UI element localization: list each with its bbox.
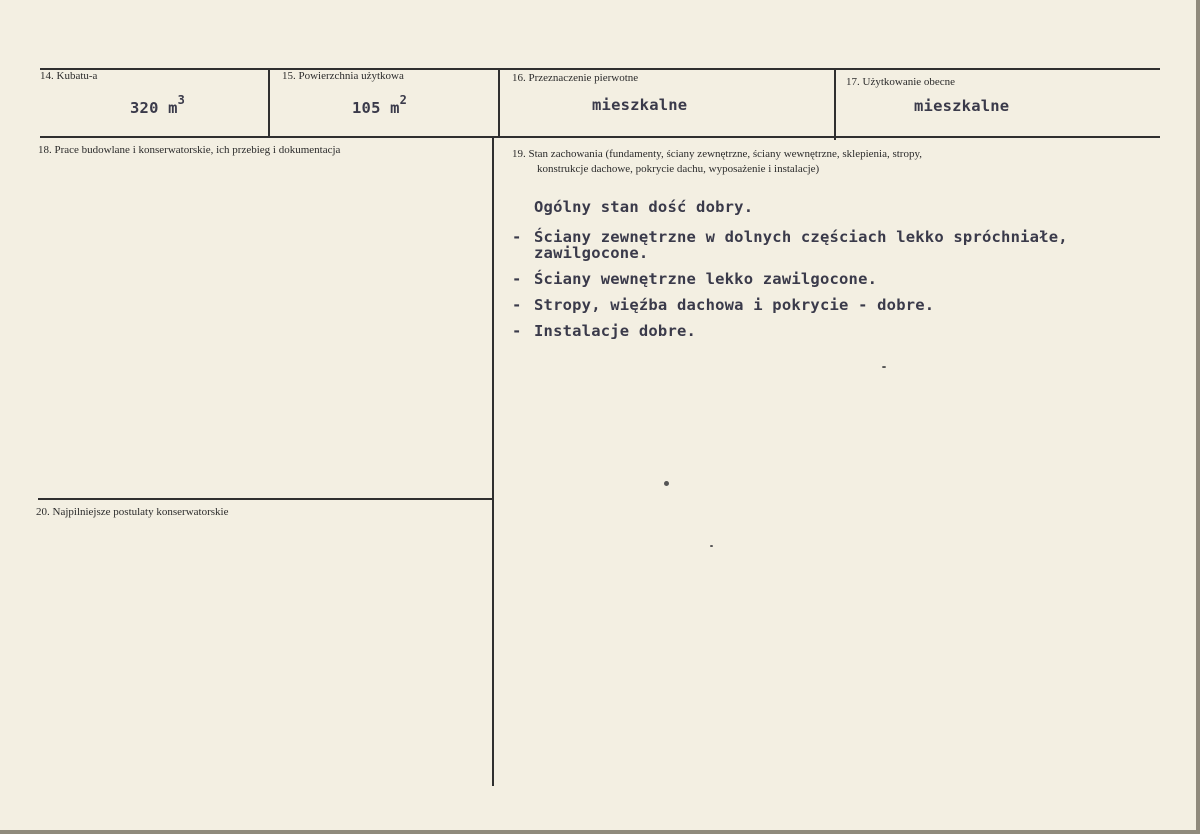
field-17-value: mieszkalne: [914, 97, 1010, 115]
main-column-divider: [492, 136, 494, 786]
condition-item-dash: -: [512, 296, 522, 314]
ink-speck: [664, 481, 669, 486]
field-16-value: mieszkalne: [592, 96, 688, 114]
field-15-value: [352, 94, 407, 117]
ink-speck: [882, 366, 886, 368]
condition-item-dash: -: [512, 270, 522, 288]
condition-item: [512, 271, 1152, 287]
field-14-value: [130, 94, 185, 117]
field-15-label: 15. Powierzchnia użytkowa: [282, 70, 404, 82]
field-16-label: 16. Przeznaczenie pierwotne: [512, 72, 639, 84]
divider-14-15: [268, 68, 270, 136]
field-14-label: 14. Kubatu-a: [40, 70, 98, 82]
condition-item-text: Instalacje dobre.: [534, 322, 697, 340]
field-18-label: 18. Prace budowlane i konserwatorskie, ich przebieg i dokumentacja: [38, 144, 341, 156]
kubatura-unit-exponent: 3: [177, 93, 186, 107]
condition-item-dash: -: [512, 322, 522, 340]
condition-item: [512, 229, 1152, 261]
condition-item-text: Ściany wewnętrzne lekko zawilgocone.: [534, 270, 878, 288]
row1-bottom-rule: [40, 136, 1160, 138]
powierzchnia-value: 105 m: [352, 99, 400, 118]
condition-item: [512, 297, 1152, 313]
condition-item-text: Stropy, więźba dachowa i pokrycie - dobre.: [534, 296, 935, 314]
row-18-20-rule: [38, 498, 494, 500]
top-rule: [40, 68, 1160, 70]
field-19-label-line2: konstrukcje dachowe, pokrycie dachu, wyposażenie i instalacje): [537, 163, 820, 175]
powierzchnia-unit-exponent: 2: [399, 93, 408, 107]
condition-summary: Ogólny stan dość dobry.: [534, 198, 754, 216]
field-19-label-line1: 19. Stan zachowania (fundamenty, ściany zewnętrzne, ściany wewnętrzne, sklepienia, stropy,: [512, 148, 923, 160]
ink-speck: [710, 545, 713, 547]
divider-15-16: [498, 68, 500, 136]
field-17-label: 17. Użytkowanie obecne: [846, 76, 956, 88]
field-20-label: 20. Najpilniejsze postulaty konserwatorskie: [36, 506, 229, 518]
condition-list: [512, 229, 1152, 349]
condition-item-dash: -: [512, 228, 522, 246]
kubatura-value: 320 m: [130, 99, 178, 118]
condition-item: [512, 323, 1152, 339]
divider-16-17: [834, 68, 836, 140]
condition-item-text: Ściany zewnętrzne w dolnych częściach lekko spróchniałe, zawilgocone.: [534, 228, 1068, 262]
